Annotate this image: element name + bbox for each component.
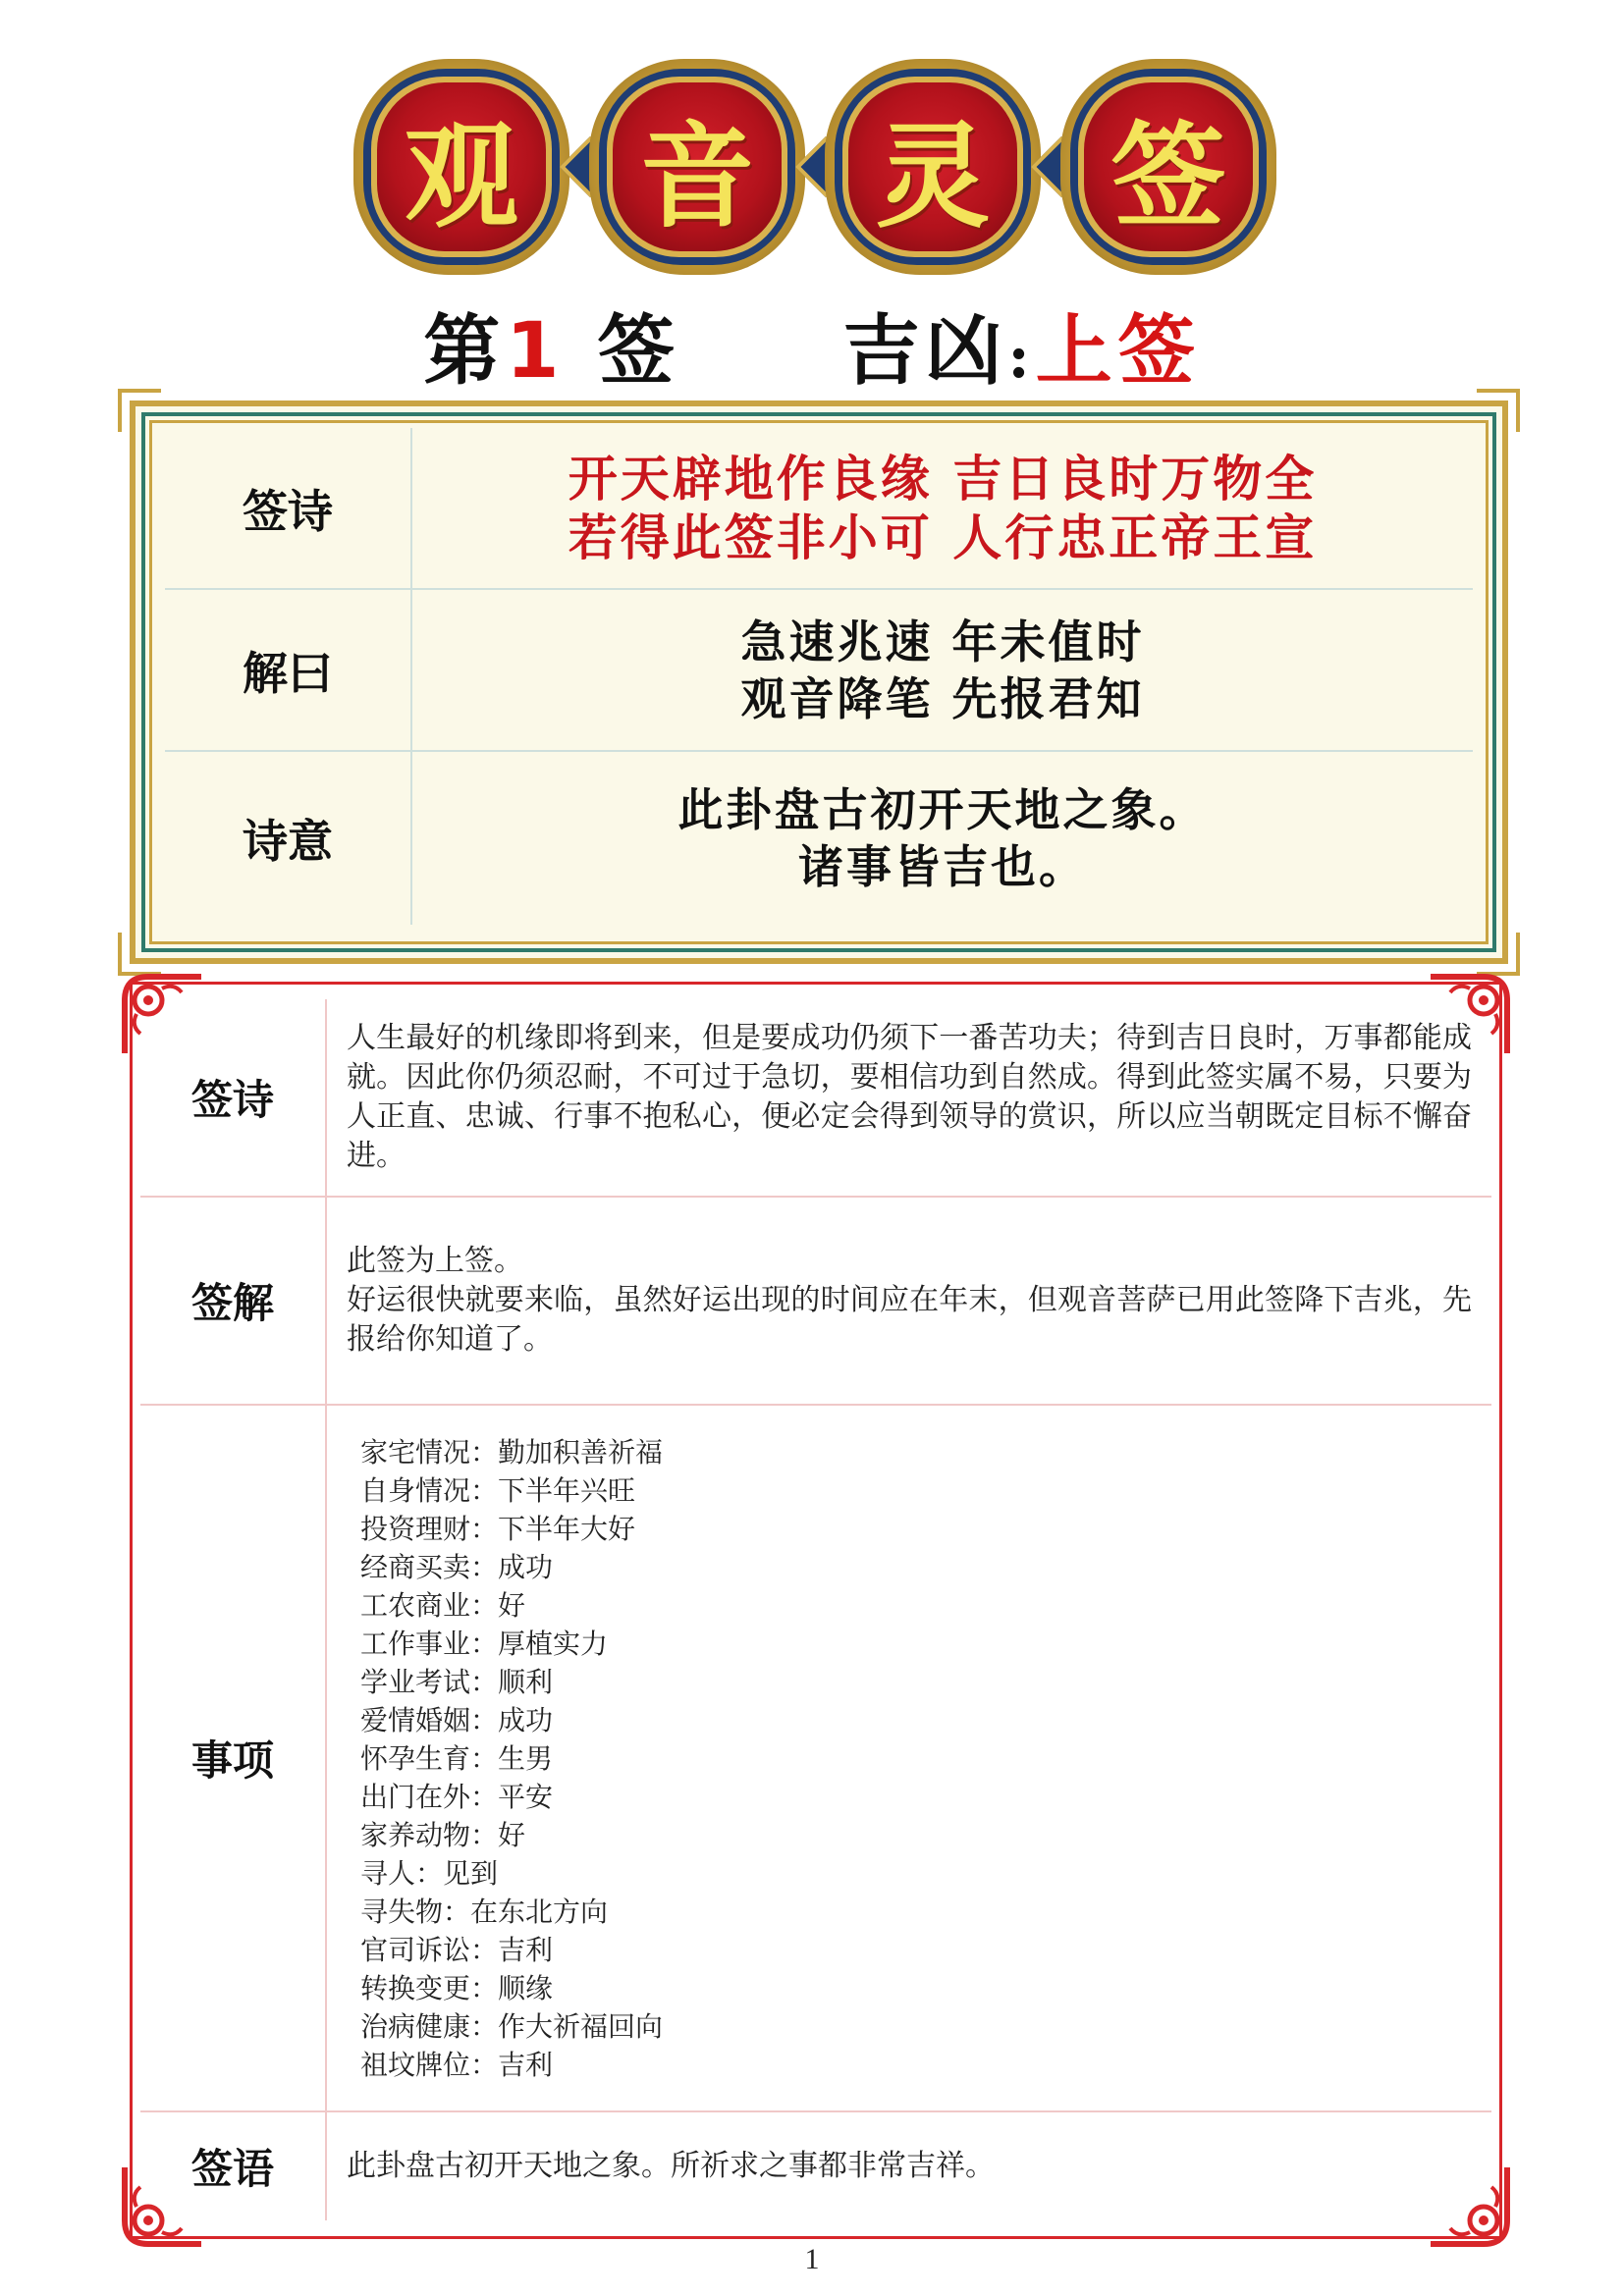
fortune-grade: 上签 bbox=[1035, 306, 1201, 396]
title-char: 签 bbox=[1111, 109, 1225, 243]
list-item: 经商买卖：成功 bbox=[360, 1550, 554, 1583]
poem-line: 开天辟地作良缘 吉日良时万物全 bbox=[568, 449, 1318, 507]
frame-corner bbox=[1477, 933, 1520, 976]
poem-line: 若得此签非小可 人行忠正帝王宣 bbox=[568, 507, 1318, 566]
lot-suffix: 签 bbox=[597, 306, 680, 396]
detail-row-poem bbox=[140, 999, 1491, 1198]
interpretation bbox=[347, 1198, 1472, 1404]
list-item: 工农商业：好 bbox=[360, 1588, 526, 1622]
lot-heading bbox=[0, 290, 1624, 398]
fortune-colon: : bbox=[1007, 323, 1036, 392]
title-char: 观 bbox=[405, 109, 518, 243]
frame-corner bbox=[118, 389, 161, 432]
lot-prefix: 第 bbox=[423, 306, 507, 396]
list-item: 工作事业：厚植实力 bbox=[360, 1627, 609, 1660]
title-medallion bbox=[1060, 59, 1276, 275]
fortune-label: 吉凶 bbox=[842, 306, 1008, 396]
poem-explanation-text: 人生最好的机缘即将到来，但是要成功仍须下一番苦功夫；待到吉日良时，万事都能成就。因此你仍须忍耐，不可过于急切，要相信功到自然成。得到此签实属不易，只要为人正直、忠诚、行事不抱私心，便必定会得到领导的赏识，所以应当朝既定目标不懈奋进。 bbox=[347, 1021, 1472, 1173]
summary-row-poem bbox=[165, 428, 1473, 590]
list-item: 官司诉讼：吉利 bbox=[360, 1933, 554, 1966]
frame-corner bbox=[118, 933, 161, 976]
list-item: 爱情婚姻：成功 bbox=[360, 1703, 554, 1736]
explanation-line: 急速兆速 年未值时 bbox=[740, 614, 1145, 668]
list-item: 出门在外：平安 bbox=[360, 1780, 554, 1813]
summary-frame bbox=[130, 400, 1508, 964]
frame-corner bbox=[1477, 389, 1520, 432]
row-label: 签解 bbox=[140, 1198, 327, 1404]
list-item: 寻人：见到 bbox=[360, 1856, 499, 1890]
list-item: 转换变更：顺缘 bbox=[360, 1971, 554, 2004]
row-label: 签诗 bbox=[140, 999, 327, 1196]
row-label: 解曰 bbox=[165, 590, 412, 750]
interpretation-line: 此签为上签。 bbox=[347, 1244, 523, 1278]
title-medallion bbox=[825, 59, 1041, 275]
row-label: 事项 bbox=[140, 1406, 327, 2110]
list-item: 祖坟牌位：吉利 bbox=[360, 2048, 554, 2081]
summary-row-explanation bbox=[165, 590, 1473, 752]
title-char: 灵 bbox=[876, 109, 990, 243]
detail-frame bbox=[130, 982, 1502, 2239]
row-label: 签语 bbox=[140, 2112, 327, 2220]
list-item: 治病健康：作大祈福回向 bbox=[360, 2009, 664, 2043]
list-item: 投资理财：下半年大好 bbox=[360, 1512, 636, 1545]
detail-row-matters bbox=[140, 1406, 1491, 2112]
list-item: 家宅情况：勤加积善祈福 bbox=[360, 1435, 664, 1468]
list-item: 家养动物：好 bbox=[360, 1818, 526, 1851]
matters-list bbox=[347, 1406, 1472, 2110]
summary-row-meaning bbox=[165, 752, 1473, 925]
explanation-line: 观音降笔 先报君知 bbox=[740, 671, 1145, 725]
row-label: 诗意 bbox=[165, 752, 412, 925]
meaning-line: 诸事皆吉也。 bbox=[798, 840, 1087, 893]
page-number: 1 bbox=[804, 2243, 820, 2275]
detail-row-saying bbox=[140, 2112, 1491, 2220]
title-medallion bbox=[589, 59, 805, 275]
list-item: 怀孕生育：生男 bbox=[360, 1741, 554, 1775]
title-medallion bbox=[353, 59, 569, 275]
title-banner bbox=[353, 59, 1276, 275]
list-item: 学业考试：顺利 bbox=[360, 1665, 554, 1698]
list-item: 自身情况：下半年兴旺 bbox=[360, 1473, 636, 1507]
meaning-line: 此卦盘古初开天地之象。 bbox=[677, 783, 1208, 836]
saying bbox=[347, 2112, 1472, 2220]
summary-table bbox=[165, 428, 1473, 936]
lot-number: 1 bbox=[506, 307, 566, 396]
title-char: 音 bbox=[640, 109, 754, 243]
saying-text: 此卦盘古初开天地之象。所祈求之事都非常吉祥。 bbox=[347, 2149, 995, 2183]
row-label: 签诗 bbox=[165, 428, 412, 588]
detail-row-interpretation bbox=[140, 1198, 1491, 1406]
poem-explanation bbox=[347, 999, 1472, 1196]
interpretation-line: 好运很快就要来临，虽然好运出现的时间应在年末，但观音菩萨已用此签降下吉兆，先报给你知道了。 bbox=[347, 1283, 1472, 1357]
list-item: 寻失物：在东北方向 bbox=[360, 1895, 609, 1928]
